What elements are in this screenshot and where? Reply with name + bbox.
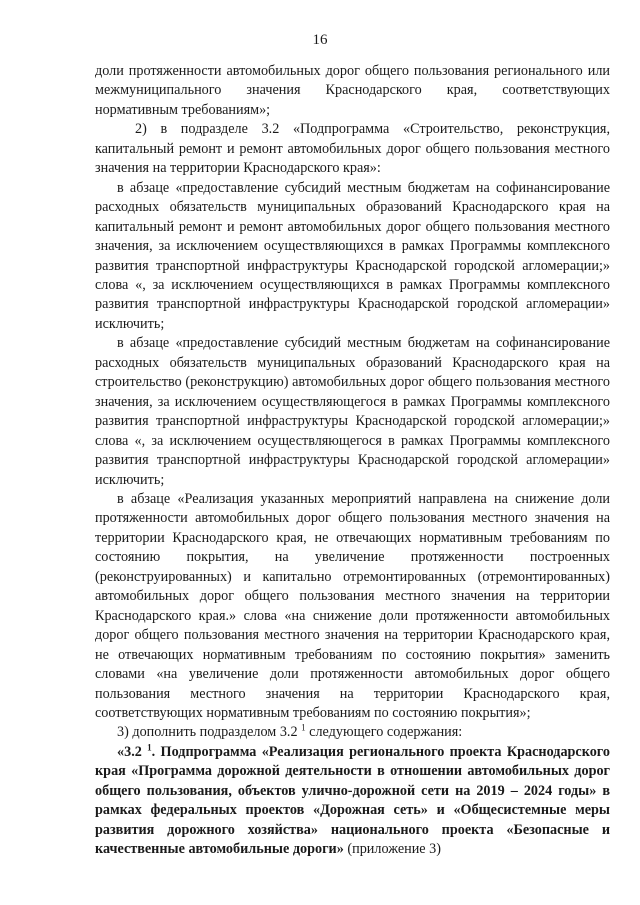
subsection-heading (95, 743, 610, 860)
paragraph-subsidies-construction: в абзаце «предоставление субсидий местным бюджетам на софинансирование расходных обязательств муниципальных образований Краснодарского края на строительство (реконструкцию) автомобильных дорог общего пользования местного значения, за исключением осуществляющегося в рамках Программы комплексного развития транспортной инфраструктуры Краснодарской городской агломерации;» слова «, за исключением осуществляющегося в рамках Программы комплексного развития транспортной инфраструктуры Краснодарской городской агломерации» исключить; (95, 335, 610, 488)
subsection-superscript: 1 (147, 742, 152, 753)
item-3-superscript: 1 (301, 722, 306, 733)
paragraph-item-3 (95, 723, 610, 742)
subsection-number: «3.2 (117, 743, 142, 760)
paragraph-subsidies-repair: в абзаце «предоставление субсидий местным бюджетам на софинансирование расходных обязательств муниципальных образований Краснодарского края на капитальный ремонт и ремонт автомобильных дорог общего пользования местного значения, за исключением осуществляющихся в рамках Программы комплексного развития транспортной инфраструктуры Краснодарской городской агломерации;» слова «, за исключением осуществляющихся в рамках Программы комплексного развития транспортной инфраструктуры Краснодарской городской агломерации» исключить; (95, 179, 610, 332)
subsection-appendix-ref: (приложение 3) (343, 841, 441, 858)
item-3-text-start: 3) дополнить подразделом 3.2 (117, 724, 298, 741)
subsection-title: . Подпрограмма «Реализация регионального проекта Краснодарского края «Программа дорожной деятельности в отношении автомобильных дорог общего пользования, объектов улично-дорожной сети на 2019 – 2024 годы» в рамках федеральных проектов «Дорожная сеть» и «Общесистемные меры развития дорожного хозяйства» национального проекта «Безопасные и качественные автомобильные дороги» (95, 743, 610, 858)
page-number: 16 (312, 32, 328, 48)
paragraph-implementation: в абзаце «Реализация указанных мероприятий направлена на снижение доли протяженности автомобильных дорог общего пользования местного значения на территории Краснодарского края, не отвечающих нормативным требованиям по состоянию покрытия, на увеличение протяженности построенных (реконструированных) и капитально отремонтированных (отремонтированных) автомобильных дорог общего пользования местного значения на территории Краснодарского края.» слова «на снижение доли протяженности автомобильных дорог общего пользования местного значения на территории Краснодарского края, не отвечающих нормативным требованиям по состоянию покрытия» заменить словами «на увеличение доли протяженности автомобильных дорог общего пользования местного значения на территории Краснодарского края, соответствующих нормативным требованиям по состоянию покрытия»; (95, 490, 610, 721)
item-3-text-end: следующего содержания: (305, 724, 463, 741)
paragraph-continuation: доли протяженности автомобильных дорог общего пользования регионального или межмуниципального значения Краснодарского края, соответствующих нормативным требованиям»; (95, 63, 610, 118)
document-body (95, 62, 610, 860)
paragraph-item-2: 2) в подразделе 3.2 «Подпрограмма «Строительство, реконструкция, капитальный ремонт и ремонт автомобильных дорог общего пользования местного значения на территории Краснодарского края»: (95, 121, 610, 177)
